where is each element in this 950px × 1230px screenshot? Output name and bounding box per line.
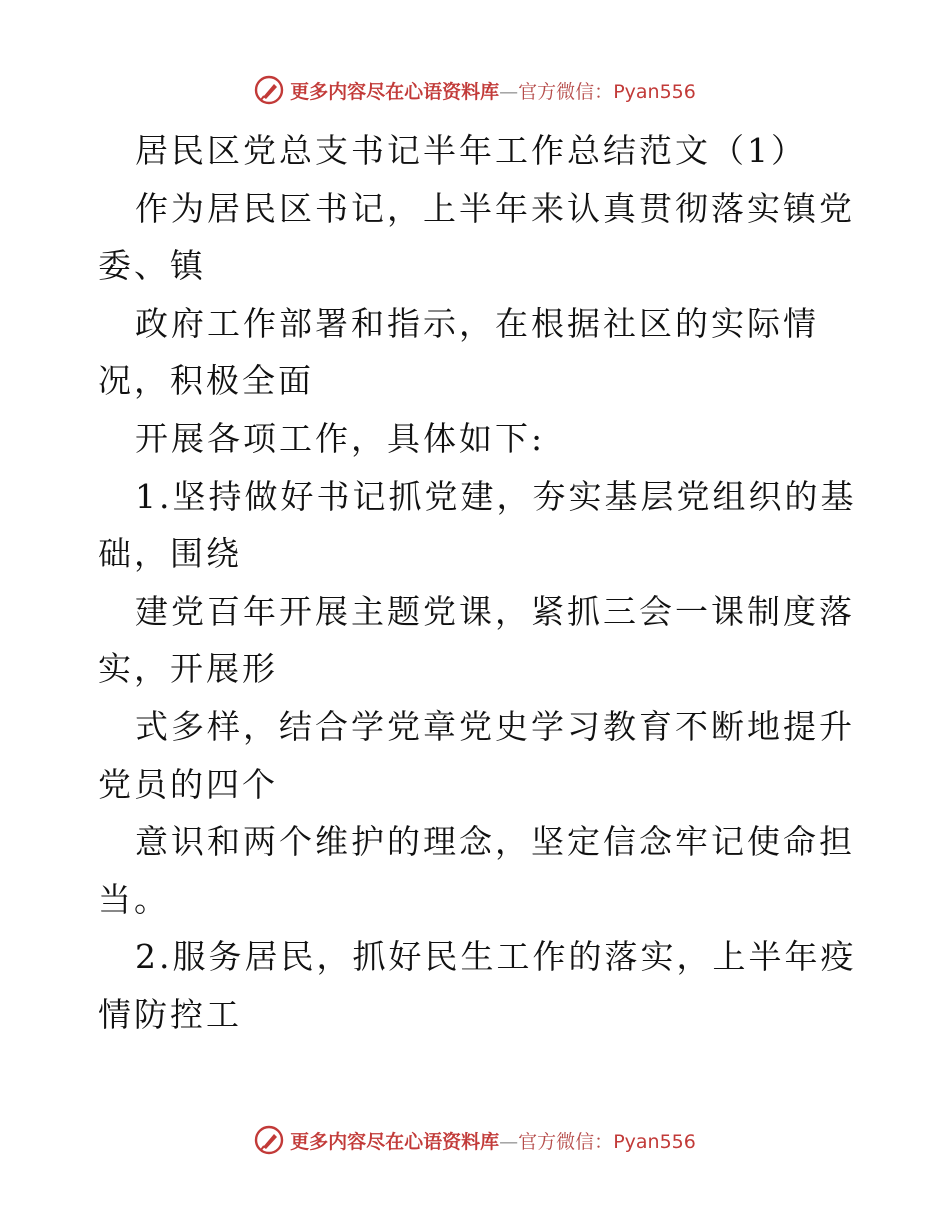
quill-logo-icon <box>254 1125 284 1155</box>
paragraph: 作为居民区书记，上半年来认真贯彻落实镇党委、镇 <box>98 188 855 286</box>
quill-logo-icon <box>254 75 284 105</box>
banner-separator: — <box>499 80 519 103</box>
paragraph: 建党百年开展主题党课，紧抓三会一课制度落实，开展形 <box>98 591 855 689</box>
banner-wechat-label: 官方微信： <box>518 80 614 103</box>
banner-text <box>290 1127 696 1154</box>
paragraph: 2.服务居民，抓好民生工作的落实，上半年疫情防控工 <box>98 937 857 1034</box>
paragraph: 1.坚持做好书记抓党建，夯实基层党组织的基础，围绕 <box>98 476 857 574</box>
paragraph: 意识和两个维护的理念，坚定信念牢记使命担当。 <box>98 822 855 919</box>
banner-wechat-id: Pyan556 <box>613 80 696 103</box>
paragraph: 开展各项工作，具体如下: <box>135 418 546 458</box>
banner-brand: 更多内容尽在心语资料库 <box>290 1130 500 1153</box>
banner-wechat-id: Pyan556 <box>613 1130 696 1153</box>
footer-banner <box>0 1122 950 1158</box>
banner-wechat-label: 官方微信： <box>518 1130 614 1153</box>
paragraph: 式多样，结合学党章党史学习教育不断地提升党员的四个 <box>98 706 855 804</box>
document-title: 居民区党总支书记半年工作总结范文（1） <box>135 131 807 170</box>
paragraph: 政府工作部署和指示，在根据社区的实际情况，积极全面 <box>98 303 819 401</box>
banner-separator: — <box>499 1130 519 1153</box>
document-body <box>98 122 858 1044</box>
header-banner <box>0 72 950 108</box>
banner-brand: 更多内容尽在心语资料库 <box>290 80 500 103</box>
banner-text <box>290 77 696 104</box>
